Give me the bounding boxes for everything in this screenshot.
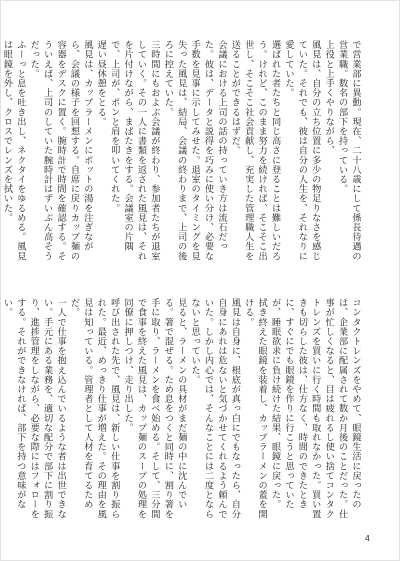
body-text-upper: で営業部に異動。現在、二十八歳にして係長待遇の営業職。数名の部下を持っている。 上役と上手くやりながら、 風見は、自分の立ち位置に多少の物足りなさを感じていた。それでも、彼は自分の人生を、それなりに愛していた。 選ばれた者たちと同じ高さに登ることは難しいだろう。けれど、このまま努力を続ければ、そこそこ出世し、そこそこ社会貢献し、充実した管理職人生を送ることができるはずだ。 会議における上司の話の持っていき方は流石だった。彼は、データと説得を巧みに使い分け、必要な手数を見事に示してみせた。退室のタイミングを見失った風見は、結局、会議の終わりまで、上司の後ろに控えていた。 三時間にもおよぶ会議が終わり、参加者たちが退室していく。その一人に書類を返された風見は、それを片付けながら、まばたきをする。会議室の片隅で、上司が、ポンと肩を叩いてくれた。 遅い昼休憩をとる。 風見は、カップラーメンにポットの湯を注ぎながら、会議の様子を回想する。自席に戻りカップ麺の容器をデスクに置く。腕時計で時間を確認する。そういえば、上司のしていた腕時計はずいぶん高そうだった。 ふーっと息を吐き出し、ネクタイをゆるめる。風見は眼鏡を外し、クロスでレンズを拭いた。	[1, 40, 361, 261]
page-number: 4	[364, 534, 370, 543]
body-text-lower: コンタクトレンズをやめて、眼鏡生活に戻ったのは、企業部に配属されて数か月後のことだった。仕事が忙しくなると、目は疲れるし使い捨てコンタクトレンズを買いに行く時間も取れなかった。買い置きも切らした彼は、仕方なく、時間のできたときに、すぐにでも眼鏡を作りに行こうと思っていたが、睡眠欲求に負け続けた結果、眼鏡に戻った。 拭き終えた眼鏡を装着し、カップラーメンの蓋を開ける。 風見は自身に、根底が真っ白にでもなったら、自分自身にあれは危ないと気づかせてくれるよう頼んでいた。しかし内心では、そんなことには二度とならないと思っていた。 見ると、ラーメンの具材がまだ麺の中に沈んでいる。箸で混ぜる。ため息をつくと同時に、割り箸を手に取り、ラーメンを食べ始める。そして、三分間で食事を終えた風見は、カップ麺のスープの処理を同僚に押しつけ、走り出した。 呼び出された先で、風見は、新しい仕事を割り振られた。最近、めっきり仕事が増えた。その理由を風見は知っている。管理者として人材を育てるためだ。 一人で仕事を抱え込んでいるような者は出世できない。手元にある業務を、適切な配分で部下に割り振り、進捗管理をしながら、必要な際にはフォローをする。それができなければ、部下を持つ意味がない。	[1, 298, 361, 519]
